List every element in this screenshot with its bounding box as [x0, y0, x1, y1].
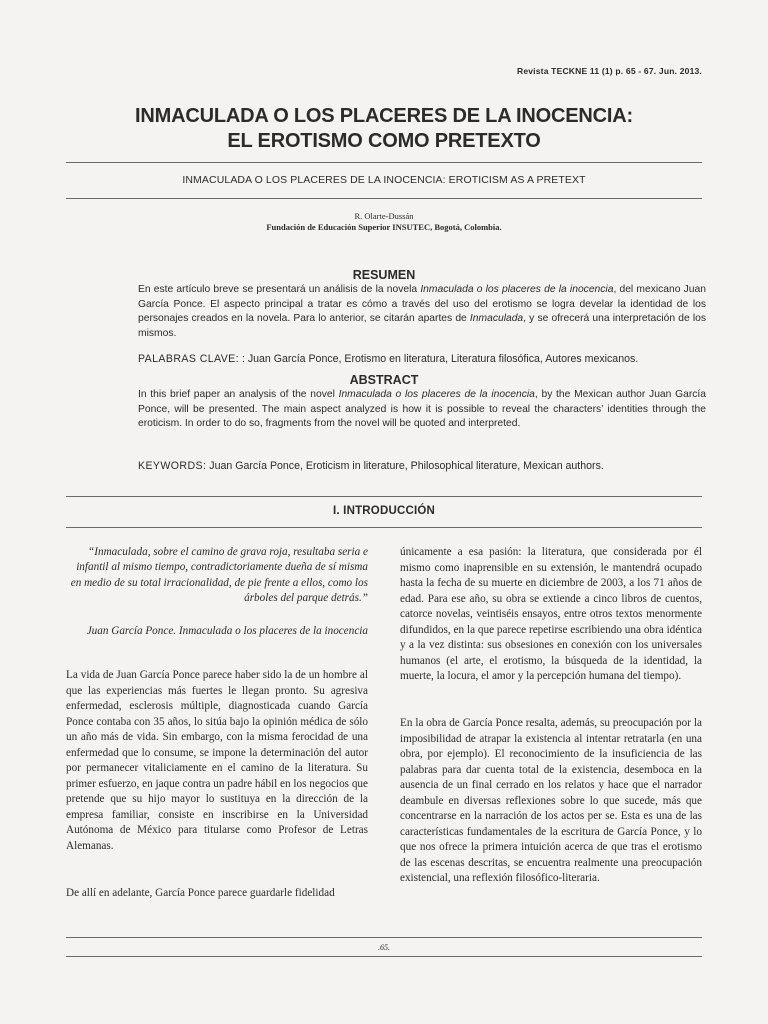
english-subtitle: INMACULADA O LOS PLACERES DE LA INOCENCIA: EROTICISM AS A PRETEXT	[182, 174, 586, 186]
resumen-text-part-2: , del mexicano Juan García Ponce. El aspecto principal a tratar es cómo a través del uso del erotismo se logra develar la identidad de los personajes creados en la novela. Para lo anterior, se citarán apartes de	[138, 284, 706, 324]
intro-paragraph-3: únicamente a esa pasión: la literatura, que considerada por él mismo como inaprensible en su extensión, le mantendrá ocupado hasta la fecha de su muerte en diciembre de 2003, a los 71 años de edad. Para ese año, su obra se extiende a cinco libros de cuentos, catorce novelas, veintiséis ensayos, entre otros textos menormente difundidos, en la que parece repetirse escribiendo una obra idéntica y a la vez distinta: sus obsesiones en conexión con los universales humanos (el arte, el erotismo, la búsqueda de la identidad, la muerte, la locura, el amor y la percepción humana del tiempo).	[400, 546, 702, 682]
intro-paragraph-4: En la obra de García Ponce resalta, además, su preocupación por la imposibilidad de atrapar la existencia al intentar retratarla (en una obra, por ejemplo). El reconocimiento de la insuficiencia de las palabras para dar cuenta total de la existencia, desemboca en la ausencia de un final cerrado en los relatos y hace que el narrador deambule en diversas reflexiones sobre lo que sucede, más que concentrarse en la narración de los actos per se. Esta es una de las características fundamentales de la escritura de García Ponce, y lo que nos ofrece la primera intuición acerca de que tras el erotismo de las escenas descritas, se encuentra realmente una preocupación existencial, una reflexión filosófico-literaria.	[400, 717, 702, 884]
divider-subtitle	[66, 198, 702, 199]
keywords	[138, 460, 706, 472]
epigraph-quote: “Inmaculada, sobre el camino de grava roja, resultaba seria e infantil al mismo tiempo, contradictoriamente dueña de sí misma en medio de su total irracionalidad, de pie frente a ellos, como los árboles del parque detrás.”	[70, 546, 368, 605]
keywords-label: KEYWORDS:	[138, 460, 207, 472]
abstract-heading: ABSTRACT	[349, 373, 419, 387]
divider-top	[66, 162, 702, 163]
keywords-list: Juan García Ponce, Eroticism in literature, Philosophical literature, Mexican authors.	[206, 460, 604, 472]
paper-title	[66, 104, 702, 154]
author-affiliation: Fundación de Educación Superior INSUTEC, Bogotá, Colombia.	[266, 222, 502, 232]
title-line-2: EL EROTISMO COMO PRETEXTO	[227, 130, 541, 152]
resumen-text-part-3: , y se ofrecerá una interpretación de los mismos.	[138, 313, 706, 339]
divider-intro-top	[66, 496, 702, 497]
abstract-text	[138, 388, 706, 432]
intro-paragraph-1: La vida de Juan García Ponce parece haber sido la de un hombre al que las experiencias más fuertes le llegan pronto. Su agresiva enfermedad, esclerosis múltiple, diagnosticada cuando García Ponce contaba con 35 años, lo sitúa bajo la opinión médica de sólo un año más de vida. Sin embargo, con la misma ferocidad de una enfermedad que lo consume, se impone la determinación del autor por permanecer vitaliciamente en el camino de la literatura. Su primer esfuerzo, en jaque contra un padre hábil en los negocios que pretende que su hijo mayor lo sustituya en la dirección de la empresa familiar, consiste en inscribirse en la Universidad Autónoma de México para titularse como Profesor de Letras Alemanas.	[66, 669, 368, 852]
author-block	[66, 211, 702, 233]
resumen-novel-short-title: Inmaculada	[469, 313, 524, 324]
resumen-heading: RESUMEN	[352, 268, 416, 282]
abstract-text-part-2: , by the Mexican author Juan García Ponce, will be presented. The main aspect analyzed is how it is possible to reveal the characters’ identities through the eroticism. In order to do so, fragments from the novel will be quoted and interpreted.	[138, 389, 706, 429]
resumen-text	[138, 283, 706, 341]
palabras-clave-list: : Juan García Ponce, Erotismo en literatura, Literatura filosófica, Autores mexicanos.	[239, 353, 639, 365]
palabras-clave-label: PALABRAS CLAVE:	[138, 353, 239, 365]
epigraph-source: Juan García Ponce. Inmaculada o los placeres de la inocencia	[86, 625, 368, 637]
divider-intro-bottom	[66, 527, 702, 528]
page-number: .65.	[378, 943, 390, 952]
title-line-1: INMACULADA O LOS PLACERES DE LA INOCENCIA:	[135, 105, 633, 127]
journal-reference: Revista TECKNE 11 (1) p. 65 - 67. Jun. 2013.	[516, 66, 702, 76]
palabras-clave	[138, 353, 706, 365]
divider-footer-bottom	[66, 956, 702, 957]
intro-paragraph-2: De allí en adelante, García Ponce parece guardarle fidelidad	[66, 887, 335, 899]
author-name: R. Olarte-Dussán	[354, 211, 414, 221]
abstract-novel-title: Inmaculada o los placeres de la inocencia	[338, 389, 535, 400]
introduction-heading: I. INTRODUCCIÓN	[332, 505, 436, 517]
divider-footer-top	[66, 937, 702, 938]
resumen-novel-title: Inmaculada o los placeres de la inocencia	[420, 284, 614, 295]
resumen-text-part-1: En este artículo breve se presentará un análisis de la novela	[138, 284, 421, 295]
abstract-text-part-1: In this brief paper an analysis of the novel	[138, 389, 339, 400]
